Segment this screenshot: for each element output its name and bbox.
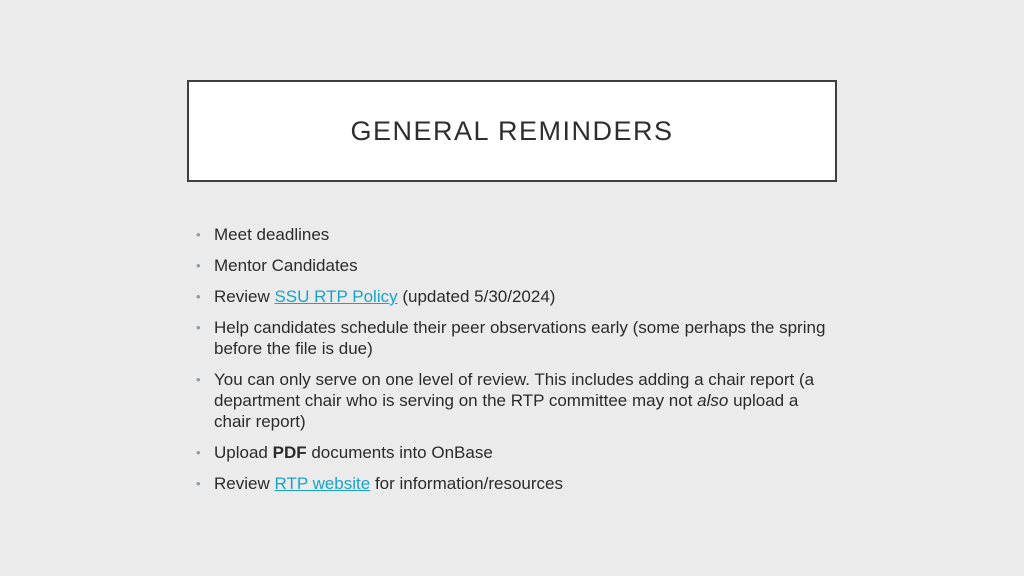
ssu-rtp-policy-link[interactable]: SSU RTP Policy xyxy=(274,287,398,306)
bullet-text: Help candidates schedule their peer observations early (some perhaps the spring before the file is due) xyxy=(214,318,826,358)
bullet-text-after: (updated 5/30/2024) xyxy=(397,287,556,306)
bullet-text-italic: also xyxy=(697,391,729,410)
bullet-text-after: for information/resources xyxy=(370,474,563,493)
bullet-icon: • xyxy=(196,289,201,304)
bullet-text-before: Review xyxy=(214,474,275,493)
slide-title: GENERAL REMINDERS xyxy=(350,115,674,146)
bullet-item xyxy=(196,255,836,276)
bullet-item xyxy=(196,369,836,432)
bullet-icon: • xyxy=(196,445,201,460)
bullet-icon: • xyxy=(196,227,201,242)
bullet-text-before: Review xyxy=(214,287,275,306)
bullet-icon: • xyxy=(196,258,201,273)
title-box xyxy=(187,80,837,182)
bullet-item xyxy=(196,224,836,245)
bullet-text-after: documents into OnBase xyxy=(306,443,493,462)
bullet-icon: • xyxy=(196,476,201,491)
bullet-text-after: upload a chair report) xyxy=(214,391,799,431)
bullet-item xyxy=(196,473,836,494)
bullet-text-bold: PDF xyxy=(272,443,307,462)
bullet-item xyxy=(196,317,836,359)
bullet-text: Mentor Candidates xyxy=(214,256,358,275)
bullet-text-before: You can only serve on one level of review. This includes adding a chair report (a department chair who is serving on the RTP committee may not xyxy=(214,370,815,410)
bullet-icon: • xyxy=(196,320,201,335)
bullet-item xyxy=(196,442,836,463)
bullet-text: Meet deadlines xyxy=(214,225,330,244)
rtp-website-link[interactable]: RTP website xyxy=(274,474,371,493)
bullet-icon: • xyxy=(196,372,201,387)
bullet-item xyxy=(196,286,836,307)
bullet-text-before: Upload xyxy=(214,443,273,462)
bullet-list xyxy=(196,224,836,504)
